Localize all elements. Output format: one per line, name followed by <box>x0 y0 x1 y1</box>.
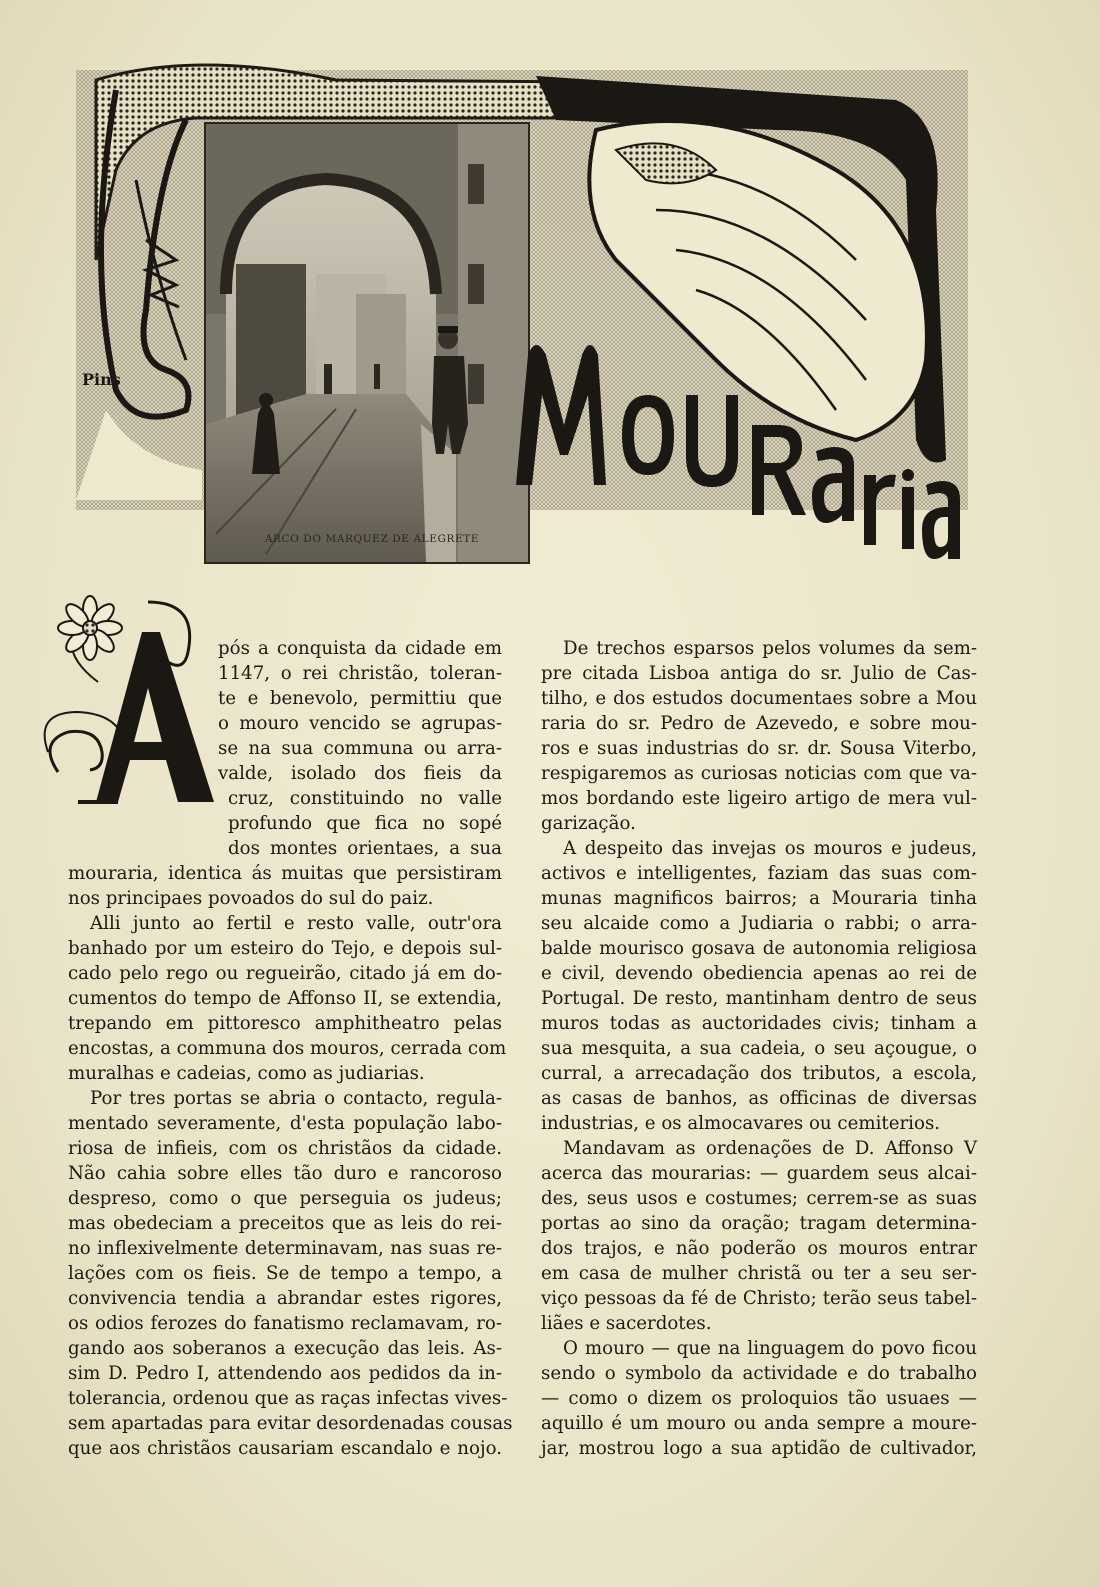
text-line: activos e intelligentes, faziam das suas com- <box>541 863 977 884</box>
text-line: mas obedeciam a preceitos que as leis do rei- <box>68 1213 502 1234</box>
photo-caption: ARCO DO MARQUEZ DE ALEGRETE <box>264 533 480 545</box>
text-line: profundo que fica no sopé <box>228 813 502 834</box>
text-line: A despeito das invejas os mouros e judeus, <box>563 838 977 859</box>
text-line: e civil, devendo obediencia apenas ao rei de <box>541 963 977 984</box>
text-line: cruz, constituindo no valle <box>228 788 502 809</box>
text-line: Alli junto ao fertil e resto valle, outr'ora <box>90 913 502 934</box>
text-line: seu alcaide como a Judiaria o rabbi; o arra- <box>541 913 977 934</box>
text-line: O mouro — que na linguagem do povo ficou <box>563 1338 977 1359</box>
text-line: Portugal. De resto, mantinham dentro de seus <box>541 988 977 1009</box>
header-ornament <box>76 60 968 522</box>
text-line: valde, isolado dos fieis da <box>218 763 502 784</box>
mouraria-lettering-art <box>516 315 966 565</box>
text-line: balde mourisco gosava de autonomia religiosa <box>541 938 977 959</box>
text-line: pós a conquista da cidade em <box>218 638 502 659</box>
column-right <box>541 636 977 1461</box>
text-line: se na sua communa ou arra- <box>218 738 502 759</box>
text-line: dos trajos, e não poderão os mouros entrar <box>541 1238 977 1259</box>
text-line: trepando em pittoresco amphitheatro pelas <box>68 1013 502 1034</box>
dropcap-letter: A <box>38 592 39 593</box>
text-line: liães e sacerdotes. <box>541 1313 712 1334</box>
text-line: dos montes orientaes, a sua <box>228 838 502 859</box>
text-line: muralhas e cadeias, como as judiarias. <box>68 1063 425 1084</box>
text-line: De trechos esparsos pelos volumes da sem- <box>563 638 977 659</box>
text-line: pre citada Lisboa antiga do sr. Julio de Cas- <box>541 663 977 684</box>
text-line: garização. <box>541 813 636 834</box>
text-line: aquillo é um mouro ou anda sempre a moure- <box>541 1413 977 1434</box>
text-line: gando aos soberanos a execução das leis. As- <box>68 1338 502 1359</box>
text-line: sua mesquita, a sua cadeia, o seu açougue, o <box>541 1038 977 1059</box>
text-line: sim D. Pedro I, attendendo aos pedidos da in- <box>68 1363 502 1384</box>
text-line: no inflexivelmente determinavam, nas suas re- <box>68 1238 502 1259</box>
text-line: munas magnificos bairros; a Mouraria tinha <box>541 888 977 909</box>
text-line: cumentos do tempo de Affonso II, se extendia, <box>68 988 502 1009</box>
text-line: industrias, e os almocavares ou cemiterios. <box>541 1113 941 1134</box>
text-line: acerca das mourarias: — guardem seus alcai- <box>541 1163 977 1184</box>
text-line: as casas de banhos, as officinas de diversas <box>541 1088 977 1109</box>
text-line: que aos christãos causariam escandalo e nojo. <box>68 1438 502 1459</box>
text-line: Não cahia sobre elles tão duro e rancoroso <box>68 1163 502 1184</box>
artist-signature: Pins <box>82 370 121 389</box>
column-left <box>68 636 513 1461</box>
title-lettering <box>516 315 966 565</box>
arch-photograph <box>204 122 530 564</box>
text-line: — como o dizem os proloquios tão usuaes — <box>541 1388 977 1409</box>
text-line: Por tres portas se abria o contacto, regula- <box>90 1088 502 1109</box>
text-line: banhado por um esteiro do Tejo, e depois sul- <box>68 938 502 959</box>
text-line: respigaremos as curiosas noticias com que va- <box>541 763 977 784</box>
text-line: sendo o symbolo da actividade e do trabalho <box>541 1363 977 1384</box>
text-line: encostas, a communa dos mouros, cerrada com <box>68 1038 507 1059</box>
text-line: des, seus usos e costumes; cerrem-se as suas <box>541 1188 977 1209</box>
text-line: convivencia tendia a abrandar estes rigores, <box>68 1288 502 1309</box>
text-line: mentado severamente, d'esta população labo- <box>68 1113 502 1134</box>
text-line: mos bordando este ligeiro artigo de mera vul- <box>541 788 977 809</box>
text-line: lações com os fieis. Se de tempo a tempo, a <box>68 1263 502 1284</box>
text-line: ros e suas industrias do sr. dr. Sousa Viterbo, <box>541 738 977 759</box>
text-line: viço pessoas da fé de Christo; terão seus tabel- <box>541 1288 977 1309</box>
text-line: jar, mostrou logo a sua aptidão de cultivador, <box>541 1438 977 1459</box>
text-line: curral, a arrecadação dos tributos, a escola, <box>541 1063 977 1084</box>
text-line: despreso, como o que perseguia os judeus; <box>68 1188 502 1209</box>
text-line: mouraria, identica ás muitas que persistiram <box>68 863 502 884</box>
text-line: te e benevolo, permittiu que <box>218 688 502 709</box>
text-line: muros todas as auctoridades civis; tinham a <box>541 1013 977 1034</box>
text-line: cado pelo rego ou regueirão, citado já em do- <box>68 963 502 984</box>
text-line: nos principaes povoados do sul do paiz. <box>68 888 434 909</box>
text-line: raria do sr. Pedro de Azevedo, e sobre mou- <box>541 713 977 734</box>
text-line: os odios ferozes do fanatismo reclamavam, ro- <box>68 1313 502 1334</box>
text-line: Mandavam as ordenações de D. Affonso V <box>563 1138 977 1159</box>
arch-street-scene-image <box>206 124 528 562</box>
text-line: 1147, o rei christão, toleran- <box>218 663 502 684</box>
text-line: tilho, e dos estudos documentaes sobre a Mou <box>541 688 977 709</box>
text-line: em casa de mulher christã ou ter a seu ser- <box>541 1263 977 1284</box>
text-line: riosa de infieis, com os christãos da cidade. <box>68 1138 502 1159</box>
text-line: sem apartadas para evitar desordenadas cousas <box>68 1413 513 1434</box>
text-line: o mouro vencido se agrupas- <box>218 713 502 734</box>
text-line: portas ao sino da oração; tragam determina- <box>541 1213 977 1234</box>
text-line: tolerancia, ordenou que as raças infectas vives- <box>68 1388 508 1409</box>
